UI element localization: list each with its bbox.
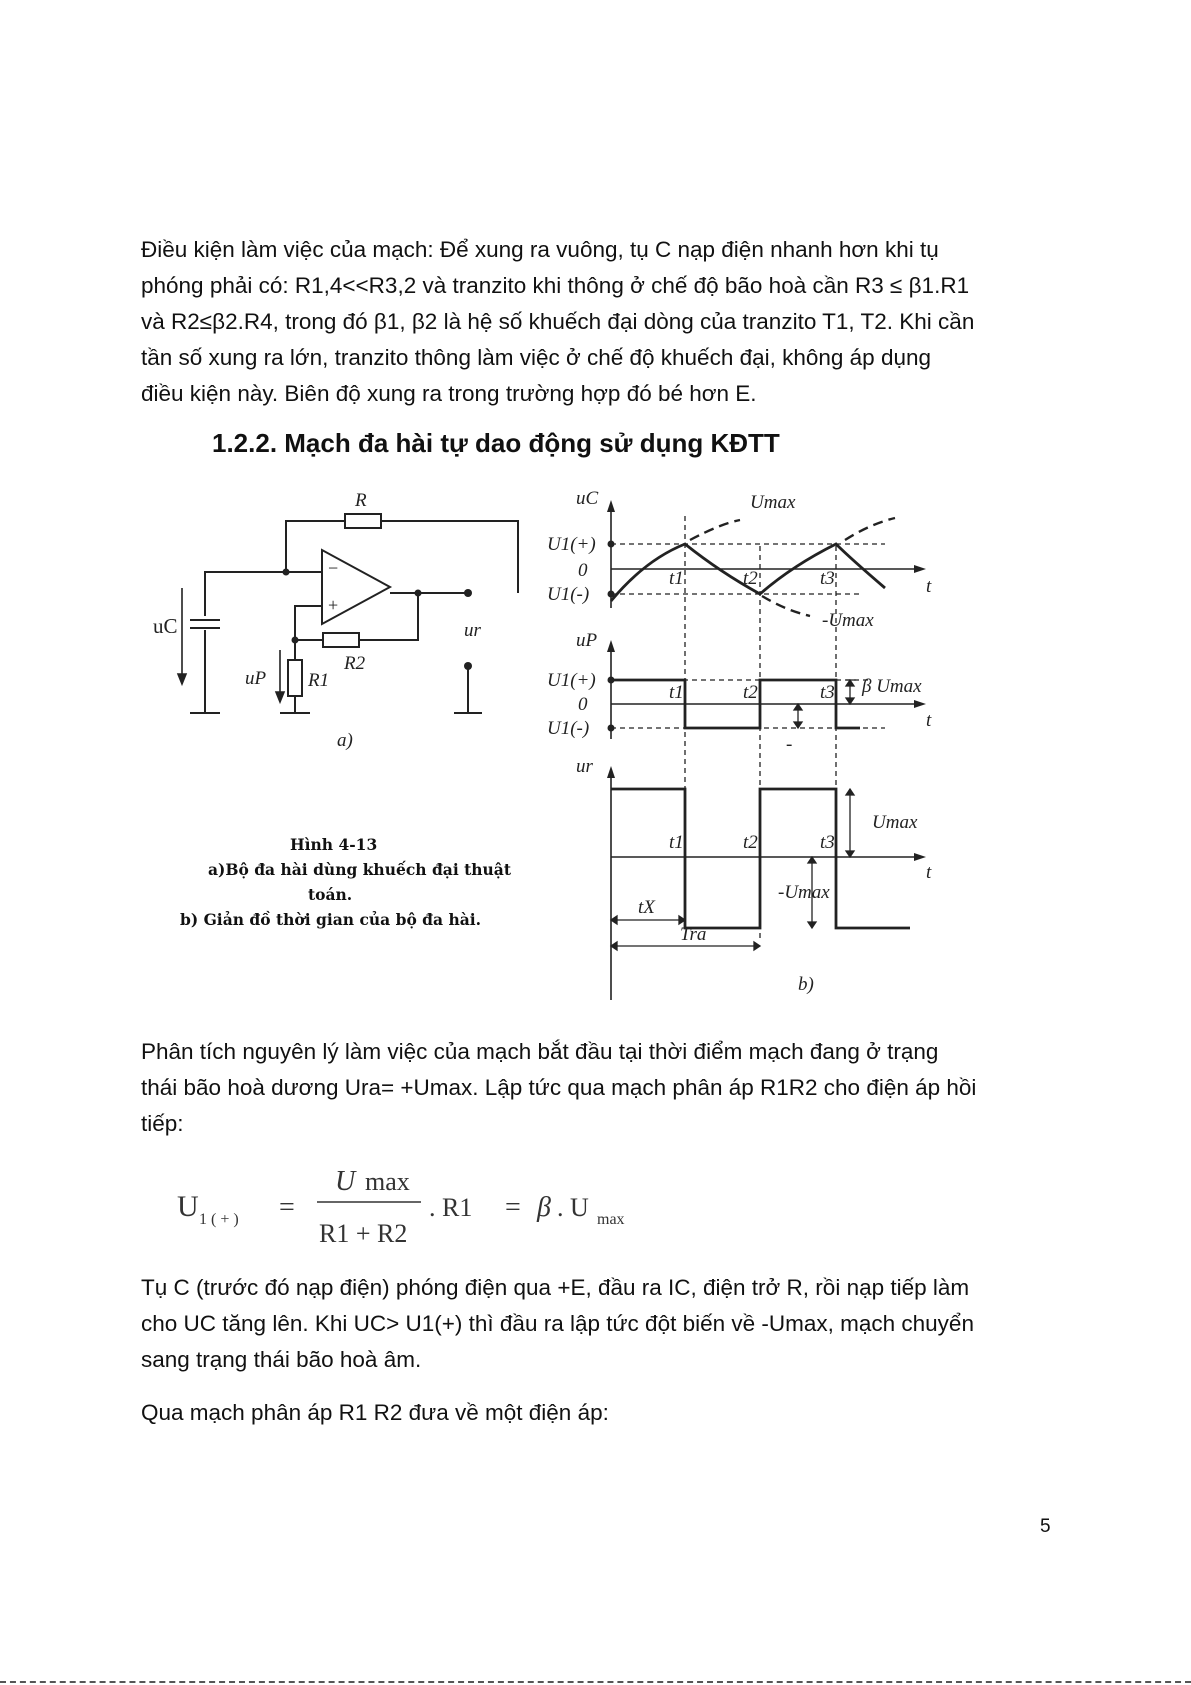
text-line: và R2≤β2.R4, trong đó β1, β2 là hệ số khuếch đại dòng của tranzito T1, T2. Khi cần	[141, 309, 975, 334]
formula-u1-plus	[175, 1160, 695, 1248]
output-terminal	[464, 589, 472, 597]
label-ur-axis: ur	[576, 756, 593, 777]
label-t3: t3	[820, 568, 835, 589]
label-up-t: t	[926, 710, 932, 731]
feedback-wire	[286, 521, 518, 593]
label-r2: R2	[344, 653, 366, 674]
label-a: a)	[337, 730, 353, 751]
label-up-axis: uP	[576, 630, 598, 651]
text-line: cho UC tăng lên. Khi UC> U1(+) thì đầu ra lập tức đột biến về -Umax, mạch chuyển	[141, 1311, 974, 1336]
svg-text:. U: . U	[557, 1193, 589, 1222]
junction-dot	[415, 590, 422, 597]
paragraph-capacitor-discharge	[141, 1270, 1061, 1378]
label-dash: -	[786, 734, 793, 755]
resistor-r	[345, 514, 381, 528]
up-t-arrow-icon	[914, 700, 926, 708]
output-terminal-bottom	[464, 662, 472, 670]
svg-text:max: max	[365, 1167, 410, 1196]
paragraph-working-condition	[141, 232, 1061, 412]
label-t: t	[926, 576, 932, 597]
svg-text:U: U	[177, 1190, 199, 1223]
junction-dot	[292, 637, 299, 644]
label-tra: Tra	[680, 924, 707, 945]
noninverting-wire	[295, 606, 322, 660]
ur-t-arrow-icon	[914, 853, 926, 861]
label-b: b)	[798, 974, 814, 995]
label-ur-t: t	[926, 862, 932, 883]
label-umax: Umax	[750, 492, 796, 513]
page-bottom-rule	[0, 1681, 1191, 1683]
label-zero: 0	[578, 560, 588, 581]
figure-4-13	[150, 488, 950, 1008]
page-number: 5	[1040, 1516, 1051, 1537]
label-up-plus: U1(+)	[547, 670, 596, 691]
label-ur-t2: t2	[743, 832, 758, 853]
label-ur-umax: Umax	[872, 812, 918, 833]
label-u1-plus: U1(+)	[547, 534, 596, 555]
label-uc-axis: uC	[576, 488, 599, 509]
resistor-r2	[323, 633, 359, 647]
label-up-minus: U1(-)	[547, 718, 590, 739]
label-up-t3: t3	[820, 682, 835, 703]
caption-line: toán.	[308, 885, 353, 904]
label-r1: R1	[308, 670, 330, 691]
caption-line: Hình 4-13	[290, 835, 378, 854]
paragraph-principle	[141, 1034, 1061, 1142]
opamp-minus: −	[328, 558, 339, 578]
label-tx: tX	[638, 897, 655, 918]
uc-t-arrow-icon	[914, 565, 926, 573]
label-up-zero: 0	[578, 694, 588, 715]
text-line: phóng phải có: R1,4<<R3,2 và tranzito khi thông ở chế độ bão hoà cần R3 ≤ β1.R1	[141, 273, 970, 298]
text-line: Phân tích nguyên lý làm việc của mạch bắt đầu tại thời điểm mạch đang ở trạng	[141, 1039, 939, 1064]
capacitor-plates	[190, 620, 220, 628]
label-up: uP	[245, 668, 267, 689]
label-up-t2: t2	[743, 682, 758, 703]
label-r: R	[355, 490, 367, 511]
label-up-t1: t1	[669, 682, 684, 703]
resistor-r1	[288, 660, 302, 696]
text-line: tiếp:	[141, 1111, 184, 1136]
label-t2: t2	[743, 568, 758, 589]
label-t1: t1	[669, 568, 684, 589]
caption-line: b) Giản đồ thời gian của bộ đa hài.	[180, 910, 482, 929]
svg-text:1 ( + ): 1 ( + )	[199, 1211, 239, 1228]
section-heading: 1.2.2. Mạch đa hài tự dao động sử dụng KĐTT	[212, 428, 780, 458]
ur-axis-arrow-icon	[607, 766, 615, 778]
figure-caption	[180, 832, 511, 932]
text-line: thái bão hoà dương Ura= +Umax. Lập tức qua mạch phân áp R1R2 cho điện áp hồi	[141, 1075, 977, 1100]
svg-text:U: U	[335, 1166, 356, 1197]
formula-drawing	[175, 1160, 695, 1248]
svg-text:max: max	[597, 1211, 625, 1228]
junction-dot	[283, 569, 290, 576]
label-ur-t3: t3	[820, 832, 835, 853]
svg-text:=: =	[279, 1192, 295, 1223]
text-line: Điều kiện làm việc của mạch: Để xung ra vuông, tụ C nạp điện nhanh hơn khi tụ	[141, 237, 939, 262]
svg-text:=: =	[505, 1192, 521, 1223]
label-ur-t1: t1	[669, 832, 684, 853]
uc-axis-arrow-icon	[607, 500, 615, 512]
label-uc: uC	[153, 614, 178, 638]
text-line: sang trạng thái bão hoà âm.	[141, 1347, 422, 1372]
up-axis-arrow-icon	[607, 640, 615, 652]
label-ur-neg-umax: -Umax	[778, 882, 830, 903]
text-line: Qua mạch phân áp R1 R2 đưa về một điện áp:	[141, 1400, 609, 1425]
text-line: tần số xung ra lớn, tranzito thông làm việc ở chế độ khuếch đại, không áp dụng	[141, 345, 932, 370]
capacitor-wire	[205, 572, 286, 616]
ur-waveform	[611, 789, 910, 928]
text-line: điều kiện này. Biên độ xung ra trong trường hợp đó bé hơn E.	[141, 381, 757, 406]
uc-charging-asymptote	[690, 518, 895, 616]
label-u1-minus: U1(-)	[547, 584, 590, 605]
label-beta-umax: β Umax	[862, 676, 922, 697]
text-line: Tụ C (trước đó nạp điện) phóng điện qua +E, đầu ra IC, điện trở R, rồi nạp tiếp làm	[141, 1275, 970, 1300]
paragraph-divider	[141, 1395, 1061, 1431]
label-neg-umax: -Umax	[822, 610, 874, 631]
label-ur: ur	[464, 620, 481, 641]
opamp-plus: +	[328, 595, 339, 615]
svg-text:β: β	[537, 1192, 551, 1223]
caption-line: a)Bộ đa hài dùng khuếch đại thuật	[208, 860, 512, 879]
svg-text:. R1: . R1	[429, 1193, 473, 1222]
svg-text:R1 + R2: R1 + R2	[319, 1219, 408, 1248]
